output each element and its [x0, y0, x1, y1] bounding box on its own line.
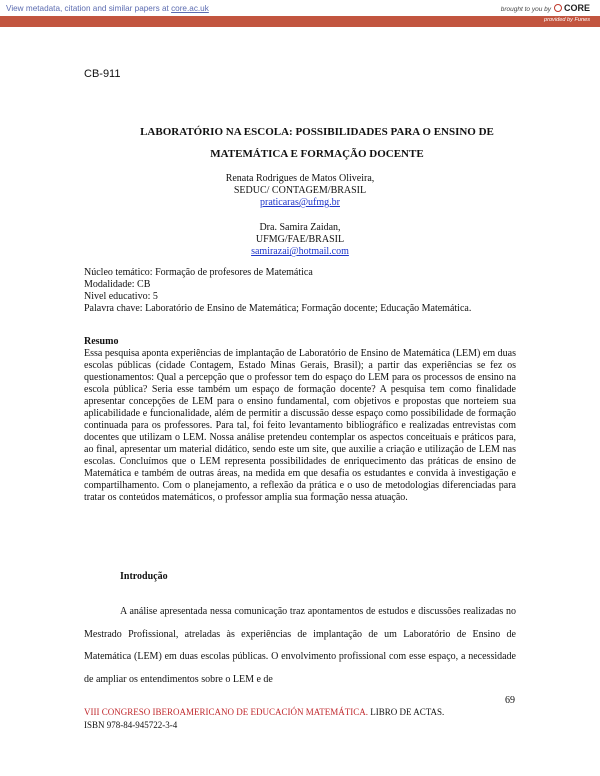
congress-name: VIII CONGRESO IBEROAMERICANO DE EDUCACIÓN MATEMÁTICA. [84, 707, 368, 717]
author-name: Dra. Samira Zaidan, [259, 222, 341, 233]
paper-title [100, 121, 534, 165]
thematic-nucleus: Núcleo temático: Formação de profesores de Matemática [84, 267, 313, 278]
footer-congress [84, 707, 444, 717]
core-link-text: View metadata, citation and similar papers at [6, 4, 172, 13]
core-brand[interactable] [501, 3, 590, 13]
core-ac-uk-link[interactable]: core.ac.uk [171, 4, 209, 13]
keywords: Palavra chave: Laboratório de Ensino de Matemática; Formação docente; Educação Matemática. [84, 303, 472, 314]
author-block [84, 222, 516, 258]
footer-isbn: ISBN 978-84-945722-3-4 [84, 720, 178, 730]
modality: Modalidade: CB [84, 279, 151, 290]
author-block [84, 173, 516, 209]
author-affiliation: UFMG/FAE/BRASIL [255, 234, 345, 245]
paper-metadata [84, 267, 516, 315]
title-line: LABORATÓRIO NA ESCOLA: POSSIBILIDADES PARA O ENSINO DE [140, 126, 494, 138]
provided-by-text: provided by Funes [543, 17, 590, 23]
author-affiliation: SEDUC/ CONTAGEM/BRASIL [233, 185, 367, 196]
core-red-strip [0, 16, 600, 27]
education-level: Nivel educativo: 5 [84, 291, 158, 302]
core-banner [0, 0, 600, 27]
brought-by-text: brought to you by [500, 6, 551, 13]
introduction-text: A análise apresentada nessa comunicação traz apontamentos de estudos e discussões realizadas no Mestrado Profissional, atreladas às experiências de implantação de um Laboratório de Ensino de Matemática (LEM) em duas escolas públicas. O envolvimento profissional com esse espaço, a necessidade de ampliar os entendimentos sobre o LEM e de [84, 606, 516, 685]
author-email-link[interactable]: samirazai@hotmail.com [251, 246, 349, 257]
paper-code: CB-911 [84, 68, 121, 80]
abstract-text: Essa pesquisa aponta experiências de implantação de Laboratório de Ensino de Matemática (LEM) em duas escolas públicas (cidade Contagem, Estado Minas Gerais, Brasil); a partir das experiências se fez os questionamentos: Qual a percepção que o professor tem do espaço do LEM para os processos de ensino na escola pública? Seria esse também um espaço de formação docente? A pesquisa tem como finalidade apresentar concepções de LEM para o ensino fundamental, com objetivos e propostas que norteiem sua aplicabilidade e funcionalidade, além de permitir a discussão desse espaço como possibilidade de formação continuada para os professores. Para tal, foi feito levantamento bibliográfico e realizadas entrevistas com docentes que utilizam o LEM. Nossa análise pretendeu contemplar os aspectos conceituais e práticos para, ao final, apresentar um material didático, sendo este um site, que auxilie a criação e utilização de LEM nas escolas. Concluímos que o LEM representa possibilidades de enriquecimento das práticas de ensino de Matemática e também de outras áreas, na medida em que desafia os estudantes e convida à investigação e compartilhamento. Com o planejamento, a reflexão da prática e o uso de metodologias diferenciadas para tratar os conteúdos matemáticos, o professor amplia sua formação nessa atuação. [84, 348, 516, 503]
author-name: Renata Rodrigues de Matos Oliveira, [225, 173, 375, 184]
introduction-heading: Introdução [120, 571, 168, 582]
book-label: LIBRO DE ACTAS. [368, 707, 445, 717]
abstract-heading: Resumo [84, 336, 119, 347]
core-logo-icon [554, 4, 562, 12]
title-line: MATEMÁTICA E FORMAÇÃO DOCENTE [210, 148, 424, 160]
author-email-link[interactable]: praticaras@ufmg.br [259, 197, 340, 208]
page-number: 69 [505, 695, 515, 706]
core-metadata-link[interactable] [6, 4, 209, 13]
core-brand-text: CORE [563, 3, 590, 13]
